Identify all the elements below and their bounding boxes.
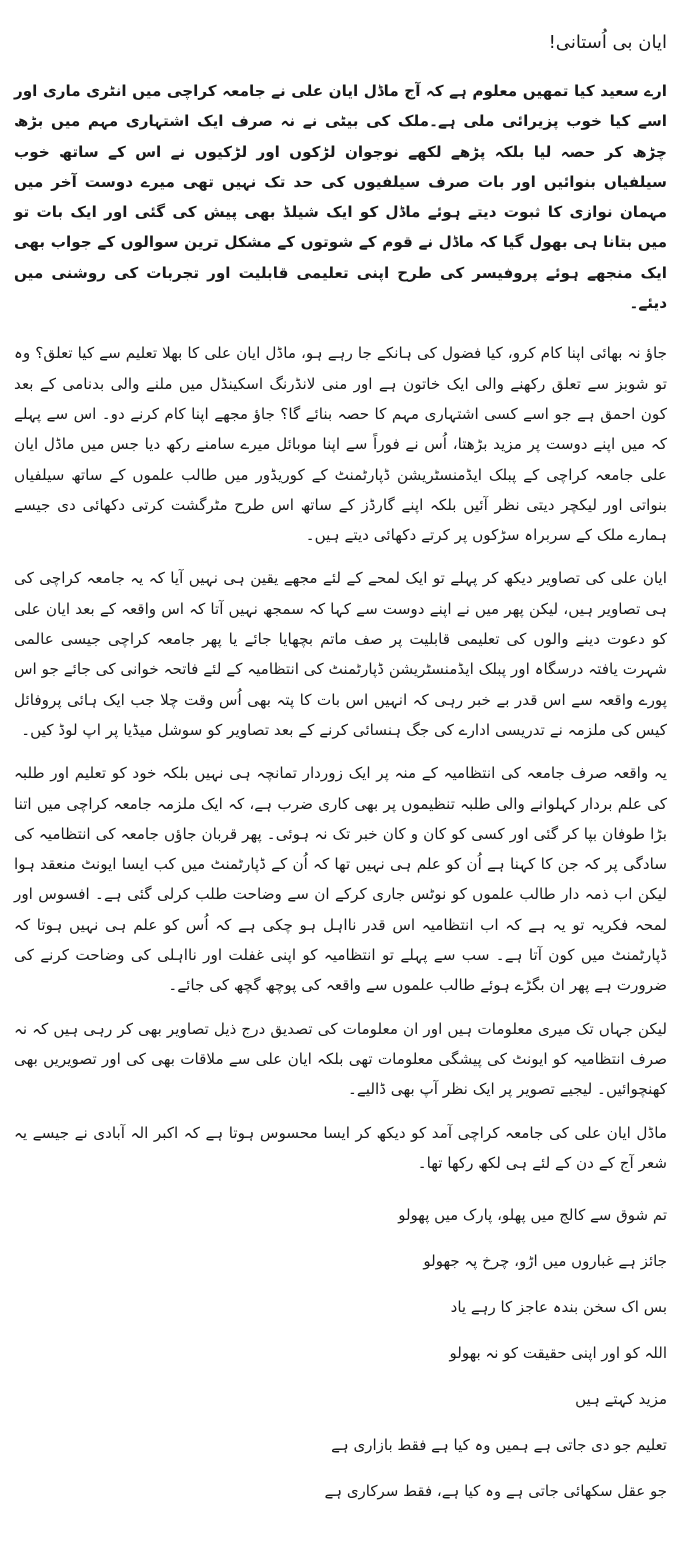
verse-line: اللہ کو اور اپنی حقیقت کو نہ بھولو xyxy=(449,1344,667,1363)
article-title: ایان بی اُستانی! xyxy=(548,32,667,53)
paragraph-information: لیکن جہاں تک میری معلومات ہیں اور ان معلومات کی تصدیق درج ذیل تصاویر بھی کر رہی ہیں کہ نہ صرف انتظامیہ کو ایونٹ کی پیشگی معلومات تھی بلکہ ایان علی سے ملاقات بھی کی اور تصویریں بھی کھنچوائیں۔ لیجیے تصویر پر ایک نظر آپ بھی ڈالیے۔ xyxy=(14,1019,667,1099)
paragraph-poem-intro: ماڈل ایان علی کی جامعہ کراچی آمد کو دیکھ کر ایسا محسوس ہوتا ہے کہ اکبر الہ آبادی نے جیسے یہ شعر آج کے دن کے لئے ہی لکھ رکھا تھا۔ xyxy=(14,1123,667,1172)
verse-line: تعلیم جو دی جاتی ہے ہمیں وہ کیا ہے فقط بازاری ہے xyxy=(331,1436,667,1455)
paragraph-administration: یہ واقعہ صرف جامعہ کی انتظامیہ کے منہ پر ایک زوردار تمانچہ ہی نہیں بلکہ خود کو تعلیم اور طلبہ کی علم بردار کہلوانے والی طلبہ تنظیموں پر بھی کاری ضرب ہے، کہ ایک ملزمہ جامعہ کراچی میں اتنا بڑا طوفان بپا کر گئی اور کسی کو کان و کان خبر تک نہ ہوئی۔ پھر قربان جاؤں جامعہ کی انتظامیہ کی سادگی پر کہ جن کا کہنا ہے اُن کو علم ہی نہیں تھا کہ اُن کے ڈپارٹمنٹ میں کب ایسا ایونٹ منعقد ہوا لیکن اب ذمہ دار طالب علموں کو نوٹس جاری کرکے ان سے وضاحت طلب کرلی گئی ہے۔ افسوس اور لمحہ فکریہ تو یہ ہے کہ اب انتظامیہ اس قدر نااہل ہو چکی ہے کہ اُس کو علم ہی نہیں ہوتا کہ ڈپارٹمنٹ میں کون آتا ہے۔ سب سے پہلے تو انتظامیہ کو اپنی غفلت اور نااہلی کی وضاحت کرنے کی ضرورت ہے پھر ان بگڑے ہوئے طالب علموں سے واقعہ کی پوچھ گچھ کی جائے۔ xyxy=(14,764,667,995)
paragraph-intro: ارے سعید کیا تمھیں معلوم ہے کہ آج ماڈل ایان علی نے جامعہ کراچی میں انٹری ماری اور اسے کیا خوب پزیرائی ملی ہے۔ملک کی بیٹی نے نہ صرف ایک اشتہاری مہم میں بڑھ چڑھ کر حصہ لیا بلکہ پڑھے لکھے نوجوان لڑکوں اور لڑکیوں نے اس کے ساتھ خوب سیلفیاں بنوائیں اور بات صرف سیلفیوں کی حد تک نہیں تھی میرے دوست آخر میں مہمان نوازی کا ثبوت دیتے ہوئے ماڈل کو ایک شیلڈ بھی پیش کی گئی اور ایک بات تو میں بتانا ہی بھول گیا کہ ماڈل نے قوم کے شوتوں کے مشکل ترین سوالوں کے جواب بھی ایک منجھے ہوئے پروفیسر کی طرح اپنی تعلیمی قابلیت اور تجربات کی روشنی میں دیئے۔ xyxy=(14,82,667,313)
verse-line: جو عقل سکھائی جاتی ہے وہ کیا ہے، فقط سرکاری ہے xyxy=(324,1482,667,1501)
verse-interjection: مزید کہتے ہیں xyxy=(575,1390,667,1409)
verse-line: تم شوق سے کالج میں پھلو، پارک میں پھولو xyxy=(398,1206,667,1225)
verse-line: بس اک سخن بندہ عاجز کا رہے یاد xyxy=(450,1298,667,1317)
paragraph-reply: جاؤ نہ بھائی اپنا کام کرو، کیا فضول کی ہانکے جا رہے ہو، ماڈل ایان علی کا بھلا تعلیم سے کیا تعلق؟ وہ تو شوبز سے تعلق رکھنے والی ایک خاتون ہے اور منی لانڈرنگ اسکینڈل میں ملنے والی بدنامی کے بعد کون احمق ہے جو اسے کسی اشتہاری مہم کا حصہ بنائے گا؟ جاؤ مجھے اپنا کام کرنے دو۔ اس سے پہلے کہ میں اپنے دوست پر مزید بڑھتا، اُس نے فوراً سے اپنا موبائل میرے سامنے رکھ دیا جس میں ماڈل ایان علی جامعہ کراچی کے پبلک ایڈمنسٹریشن ڈپارٹمنٹ کے کوریڈور میں طالب علموں کے ساتھ سیلفیاں بنواتی اور لیکچر دیتی نظر آئیں بلکہ اپنے گارڈز کے ساتھ اس طرح مٹرگشت کرتی دکھائی دی جیسے ہمارے ملک کے سربراہ سڑکوں پر کرتے دکھائی دیتے ہیں۔ xyxy=(14,344,667,545)
verse-line: جائز ہے غباروں میں اڑو، چرخ پہ جھولو xyxy=(423,1252,667,1271)
paragraph-images: ایان علی کی تصاویر دیکھ کر پہلے تو ایک لمحے کے لئے مجھے یقین ہی نہیں آیا کہ یہ جامعہ کراچی کی ہی تصاویر ہیں، لیکن پھر میں نے اپنے دوست سے کہا کہ سمجھ نہیں آتا کہ اس واقعہ کے بعد ایان علی کو دعوت دینے والوں کی تعلیمی قابلیت پر صف ماتم بچھایا جائے یا پھر جامعہ کراچی جیسی عالمی شہرت یافتہ درسگاہ اور پبلک ایڈمنسٹریشن ڈپارٹمنٹ کی انتظامیہ کے لئے فاتحہ خوانی کی جائے جو اس پورے واقعہ سے اس قدر بے خبر رہی کہ انہیں اس بات کا پتہ بھی اُس وقت چلا جب ایک ہائی پروفائل کیس کی ملزمہ نے تدریسی ادارے کی جگ ہنسائی کرنے کے بعد تصاویر کو سوشل میڈیا پر اپ لوڈ کیں۔ xyxy=(14,569,667,739)
